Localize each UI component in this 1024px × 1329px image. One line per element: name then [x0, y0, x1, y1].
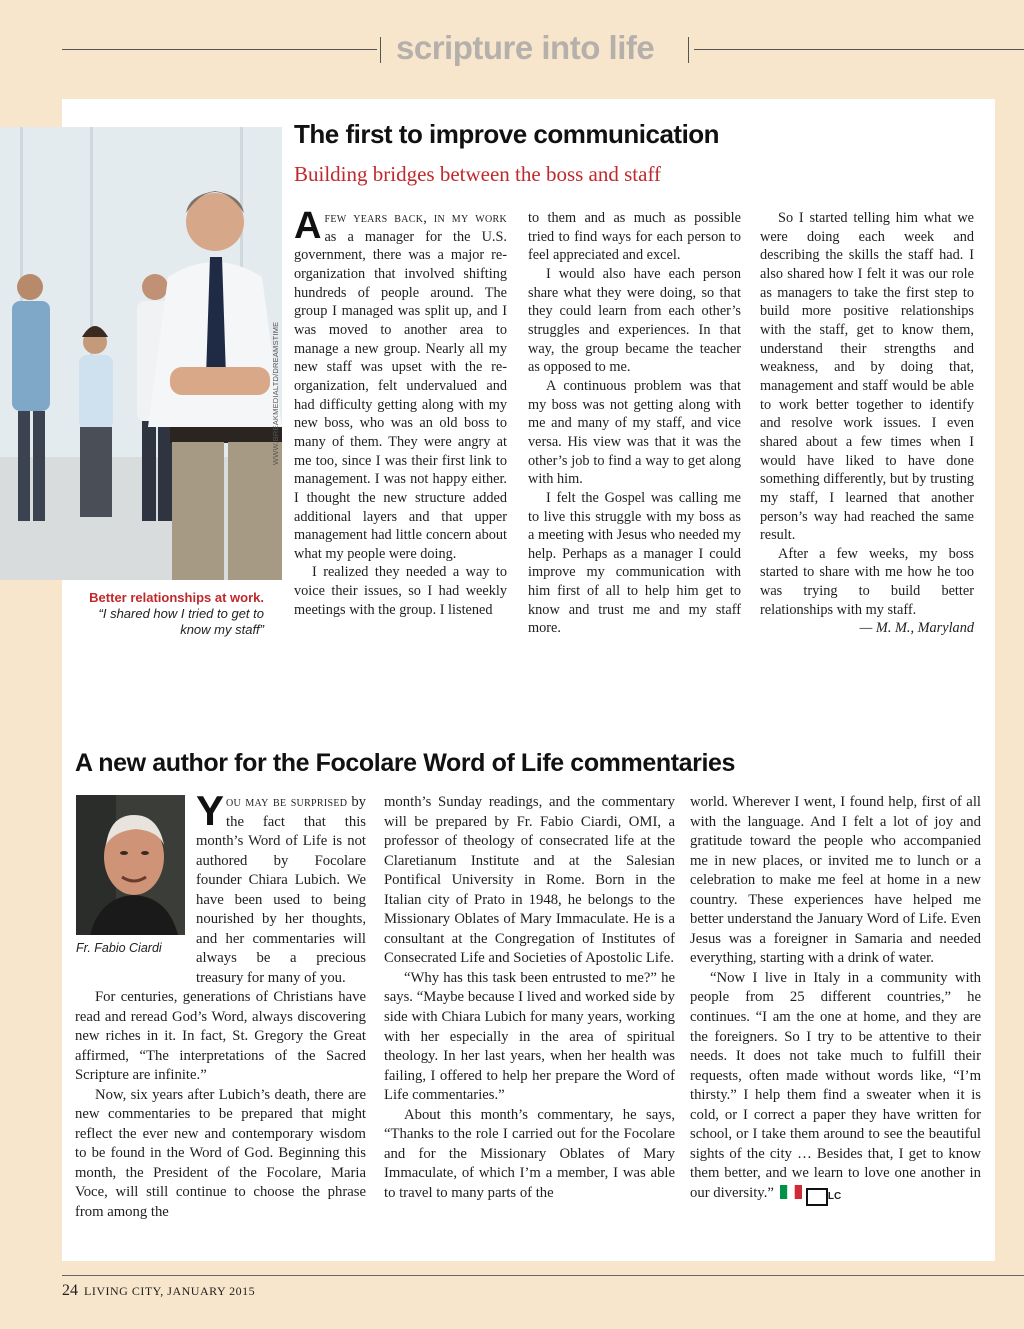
page-number: 24: [62, 1282, 78, 1299]
author-portrait: [76, 795, 185, 935]
article1-column-1: [294, 205, 507, 619]
caption-headline: Better relationships at work.: [89, 590, 264, 605]
article2-title: A new author for the Focolare Word of Life commentaries: [75, 749, 736, 777]
photo-credit: WWW.BREAKMEDIALTD/DREAMSTIME: [271, 321, 280, 465]
paragraph: A continuous problem was that my boss was not getting along with me and many of my staff, and vice versa. His view was that it was the other’s job to find a way to get along with him.: [528, 377, 741, 488]
paragraph: Now, six years after Lubich’s death, there are new commentaries to be prepared that might reflect the ever new and contemporary wisdom to be found in the Word of God. Beginning this month, the President of the Focolare, Maria Voce, will still continue to choose the phrase from among the: [75, 1086, 366, 1221]
header-rule-left: [62, 49, 377, 50]
paragraph: I felt the Gospel was calling me to live this struggle with my boss as a meeting with Jesus who needed my help. Perhaps as a manager I could improve my communication with him first of all to help him get to know and trust me and my staff more.: [528, 489, 741, 637]
portrait-caption: Fr. Fabio Ciardi: [76, 941, 162, 955]
drop-cap: Y: [196, 787, 225, 834]
paragraph: [690, 969, 981, 1206]
paragraph-text: “Now I live in Italy in a community with people from 25 different countries,” he continues. “I am the one at home, and they are the foreigners. So I try to be attentive to their needs. It does not take much to fulfill their requests, often made without words like, “I’m thirsty.” I help them find a sweater when it is cold, or I correct a paper they have written for school, or I take them around to see the beautiful sights of the city … Besides that, I get to know them better, and we learn to love one another in our diversity.”: [690, 969, 981, 1201]
footer-rule: [62, 1275, 1024, 1276]
publication-line: LIVING CITY, JANUARY 2015: [84, 1284, 256, 1298]
paragraph: [294, 205, 507, 563]
portrait-illustration: [76, 795, 185, 935]
paragraph: I would also have each person share what they were doing, so that they could learn from each other’s struggles and experiences. In that way, the group became the teacher as opposed to me.: [528, 265, 741, 376]
paragraph: I realized they needed a way to voice their issues, so I had weekly meetings with the group. I listened: [294, 564, 507, 618]
article-title: The first to improve communication: [294, 119, 720, 149]
paragraph: “Why has this task been entrusted to me?” he says. “Maybe because I lived and worked side by side with Chiara Lubich for many years, working with her especially in the area of spiritual theology. In her last years, when her health was failing, I offered to help her prepare the Word of Life commentaries.”: [384, 969, 675, 1104]
article1-column-3: [760, 209, 974, 638]
caption-quote: “I shared how I tried to get to know my staff”: [98, 606, 264, 637]
paragraph-text: by the fact that this month’s Word of Life is not authored by Focolare founder Chiara Lubich. We have been used to being nourished by her thoughts, and her commentaries will always be a precious treasury for many of you.: [196, 794, 366, 986]
lead-in: few years back, in my work: [324, 210, 507, 226]
paragraph: to them and as much as possible tried to find ways for each person to feel appreciated and excel.: [528, 210, 741, 264]
author-signature: — M. M., Maryland: [859, 620, 974, 637]
paragraph: For centuries, generations of Christians have read and reread God’s Word, always discovering new riches in it. In fact, St. Gregory the Great affirmed, “The interpretations of the Sacred Scripture are infinite.”: [75, 989, 366, 1084]
folio: [62, 1282, 255, 1300]
article2-column-3: [690, 793, 981, 1206]
paragraph: After a few weeks, my boss started to share with me how he too was trying to build better relationships with my staff.: [760, 545, 974, 618]
paragraph: world. Wherever I went, I found help, first of all with the language. And I felt a lot of joy and gratitude toward the people who accompanied me in new places, or invited me to lunch or a celebration to make me feel at home in a new country. These experiences have helped me better understand the January Word of Life. Even Jesus was a foreigner in Samaria and needed everything, starting with a drink of water.: [690, 794, 981, 967]
article2-column-2: [384, 793, 675, 1203]
lead-in: ou may be surprised: [226, 794, 348, 810]
paragraph: About this month’s commentary, he says, “Thanks to the role I carried out for the Focolare and for the Missionary Oblates of Mary Immaculate, of which I’m a member, I was able to travel to many parts of the: [384, 1106, 675, 1201]
office-team-illustration: [0, 127, 282, 580]
section-title: scripture into life: [396, 29, 655, 66]
paragraph-text: as a manager for the U.S. government, there was a major re-organization that involved shifting hundreds of people around. The group I managed was split up, and I was moved to another area to manage a new group. Nearly all my new staff was upset with the re-organization, felt undervalued and had difficulty getting along with my new boss, who was an old boss to many of them. They were angry at me too, since I was their first link to management. I was not happy either. I thought the new structure added additional layers and that upper management had little concern about what my people were doing.: [294, 228, 507, 562]
article-subtitle: Building bridges between the boss and staff: [294, 162, 662, 186]
header-rule-tick: [688, 37, 689, 63]
end-mark-icon: LC: [806, 1188, 828, 1206]
article2-column-1-top: [196, 787, 366, 988]
article2-column-1: [75, 988, 366, 1223]
paragraph: [196, 787, 366, 988]
article1-column-2: [528, 209, 741, 638]
paragraph: So I started telling him what we were doing each week and describing the skills the staff had. I also shared how I felt it was our role as managers to take the first step to build more positive relationships with the staff, get to know them, understand their strengths and weakness, and by doing that, management and staff would be able to work better together to identify and resolve work issues. I even shared about a few times when I would have liked to have done something differently, but by trusting my staff, I learned that another person’s way had reached the same result.: [760, 210, 974, 544]
office-team-photo: [0, 127, 282, 580]
header-rule-tick: [380, 37, 381, 63]
drop-cap: A: [294, 205, 322, 247]
paragraph: month’s Sunday readings, and the commentary will be prepared by Fr. Fabio Ciardi, OMI, a professor of theology of consecrated life at the Claretianum Institute and at the Salesian Pontifical University in Rome. Born in the Italian city of Prato in 1948, he belongs to the Missionary Oblates of Mary Immaculate. He is a consultant at the Congregation of Institutes of Consecrated Life and Societies of Apostolic Life.: [384, 794, 675, 967]
italian-flag-icon: [780, 1185, 802, 1199]
header-rule-right: [694, 49, 1024, 50]
photo-caption: [70, 590, 264, 638]
